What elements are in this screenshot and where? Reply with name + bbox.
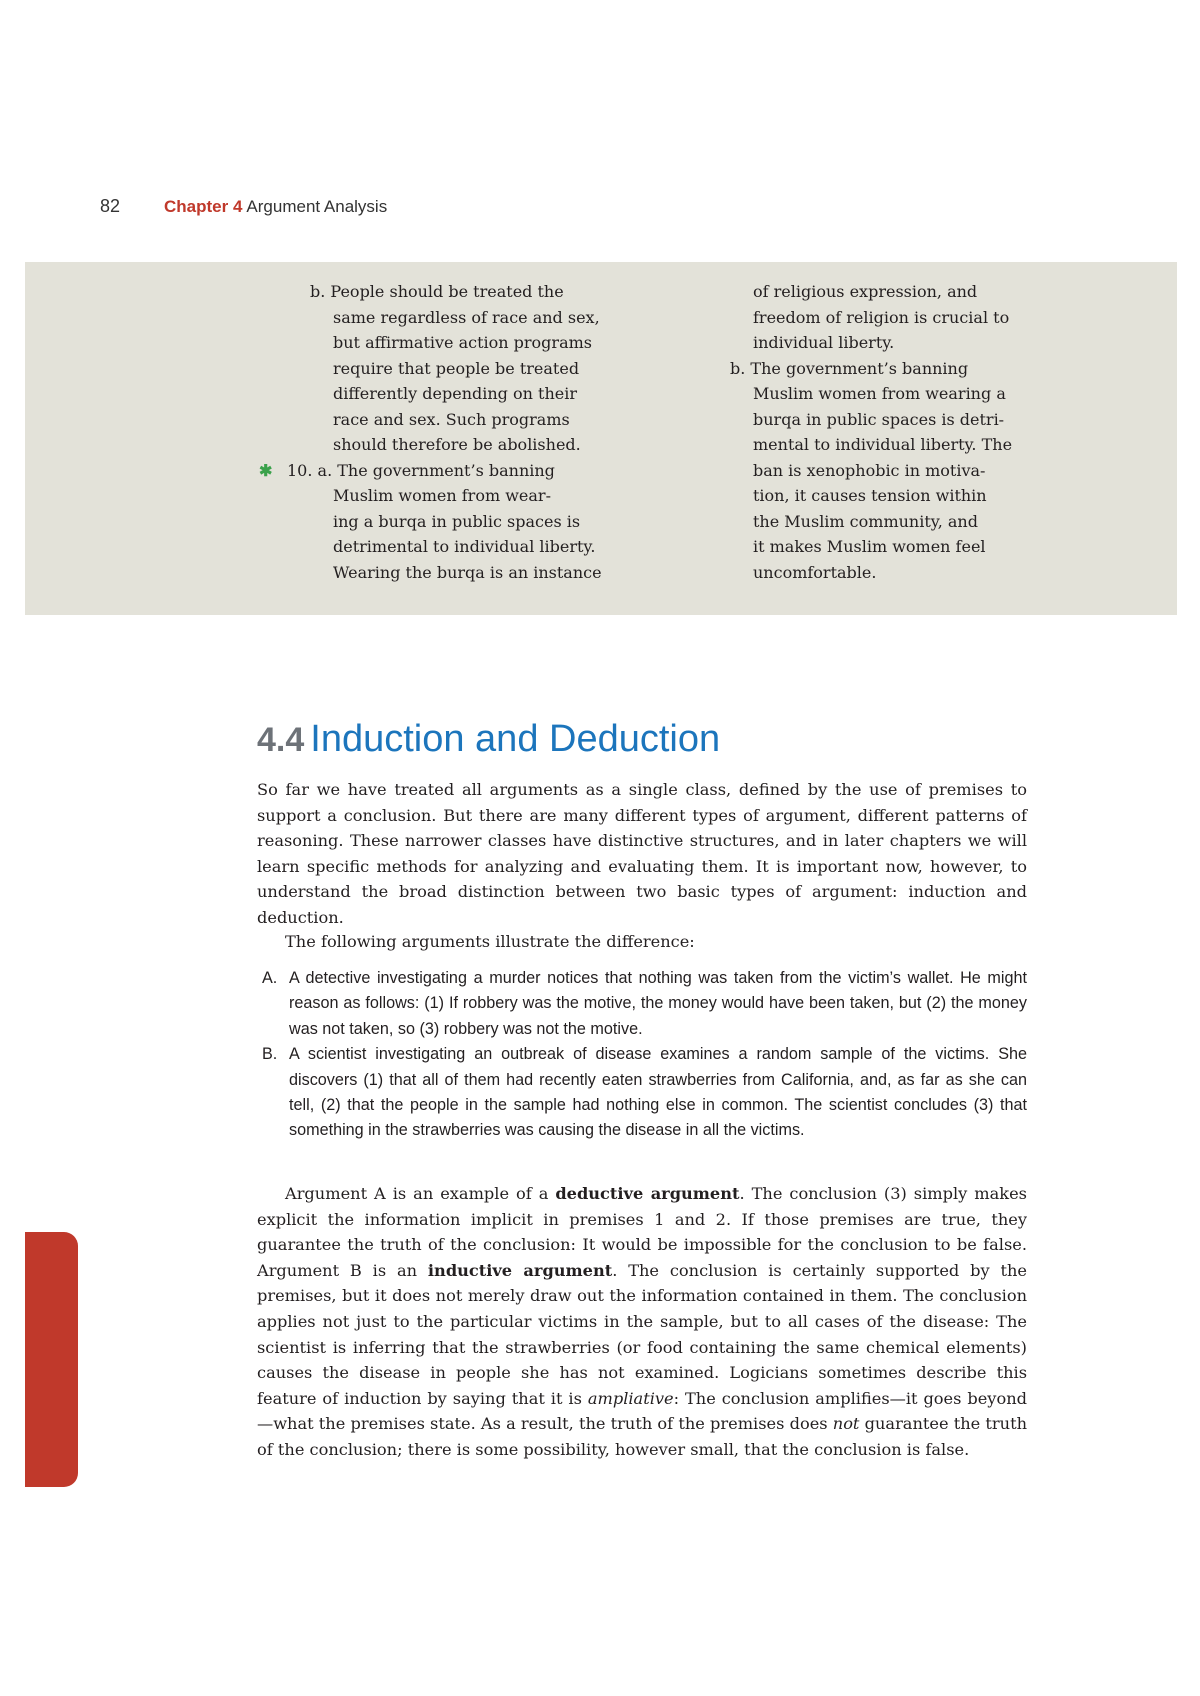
exercise-line: b. People should be treated the <box>310 282 564 301</box>
exercise-line: mental to individual liberty. The <box>753 435 1013 454</box>
text-run: Argument A is an example of a <box>285 1184 556 1203</box>
exercise-line <box>259 458 640 484</box>
text-run: guarantee the truth of the conclusion; there is some possibility, however small, that the conclusion is false. <box>257 1414 1027 1459</box>
running-header <box>100 196 387 217</box>
exercise-line: tion, it causes tension within <box>753 486 987 505</box>
analysis-paragraph <box>257 1181 1027 1463</box>
term-deductive-argument: deductive argument <box>555 1184 740 1203</box>
section-heading <box>257 718 720 761</box>
exercise-line: burqa in public spaces is detri- <box>753 409 1005 429</box>
chapter-label: Chapter 4 <box>164 197 243 216</box>
text-run: . The conclusion (3) simply makes explicit the information implicit in premises 1 and 2. If those premises are true, they guarantee the truth of the conclusion: It would be impossible for the conclusion to be false. Argument B is an <box>257 1184 1027 1280</box>
exercise-line: it makes Muslim women feel <box>753 537 986 556</box>
examples-list <box>262 966 1027 1144</box>
term-ampliative: ampliative <box>587 1388 674 1408</box>
exercise-line: but affirmative action programs <box>333 333 592 352</box>
lead-in-paragraph: The following arguments illustrate the difference: <box>285 932 695 951</box>
asterisk-icon: ✱ <box>259 460 273 480</box>
exercise-line: detrimental to individual liberty. <box>333 537 596 556</box>
intro-paragraph: So far we have treated all arguments as a single class, defined by the use of premises to support a conclusion. But there are many different types of argument, different patterns of reasoning. These narrower classes have distinctive structures, and in later chapters we will learn specific methods for analyzing and evaluating them. It is important now, however, to understand the broad distinction between two basic types of argument: induction and deduction. <box>257 780 1027 927</box>
exercise-box <box>25 262 1177 615</box>
section-number: 4.4 <box>257 721 305 759</box>
exercise-10a-text: 10. a. The government’s banning <box>287 460 555 480</box>
term-not: not <box>832 1414 860 1434</box>
page-number: 82 <box>100 196 121 216</box>
exercise-line: b. The government’s banning <box>730 358 969 378</box>
exercise-line: freedom of religion is crucial to <box>753 307 1010 327</box>
chapter-side-tab <box>25 1232 78 1487</box>
exercise-line: the Muslim community, and <box>753 511 978 531</box>
exercise-line: uncomfortable. <box>753 562 877 582</box>
exercise-line: Muslim women from wear- <box>333 486 551 505</box>
exercise-line: ing a burqa in public spaces is <box>333 511 581 531</box>
example-a <box>262 966 1027 1042</box>
exercise-line: individual liberty. <box>753 333 895 352</box>
example-a-text: A detective investigating a murder notices that nothing was taken from the victim’s wallet. He might reason as follows: (1) If robbery was the motive, the money would have been taken, but (2) the money was not taken, so (3) robbery was not the motive. <box>289 969 1027 1038</box>
exercise-line: require that people be treated <box>333 358 580 378</box>
example-b <box>262 1042 1027 1144</box>
exercise-line: Muslim women from wearing a <box>753 384 1006 403</box>
exercise-line: Wearing the burqa is an instance <box>333 562 602 582</box>
exercise-line: race and sex. Such programs <box>333 409 570 429</box>
example-b-text: A scientist investigating an outbreak of disease examines a random sample of the victims. She discovers (1) that all of them had recently eaten strawberries from California, and, as far as she can tell, (2) that the people in the sample had nothing else in common. The scientist concludes (3) that something in the strawberries was causing the disease in all the victims. <box>289 1045 1027 1140</box>
chapter-title: Argument Analysis <box>246 197 388 216</box>
example-a-label: A. <box>262 969 278 987</box>
section-title: Induction and Deduction <box>310 718 721 760</box>
exercise-line: of religious expression, and <box>753 282 978 301</box>
exercise-line: differently depending on their <box>333 384 577 403</box>
exercise-line: same regardless of race and sex, <box>333 307 600 327</box>
text-run: . The conclusion is certainly supported by the premises, but it does not merely draw out the information contained in them. The conclusion applies not just to the particular victims in the sample, but to all cases of the disease: The scientist is inferring that the strawberries (or food containing the same chemical elements) causes the disease in people she has not examined. Logicians sometimes describe this feature of induction by saying that it is <box>257 1260 1027 1408</box>
example-b-label: B. <box>262 1045 278 1064</box>
exercise-left-column <box>259 279 640 585</box>
exercise-right-column <box>730 279 1060 585</box>
exercise-line: ban is xenophobic in motiva- <box>753 460 986 480</box>
term-inductive-argument: inductive argument <box>427 1260 613 1280</box>
exercise-line: should therefore be abolished. <box>333 435 581 454</box>
text-run: : The conclusion amplifies—it goes beyond—what the premises state. As a result, the truth of the premises does <box>257 1388 1027 1434</box>
